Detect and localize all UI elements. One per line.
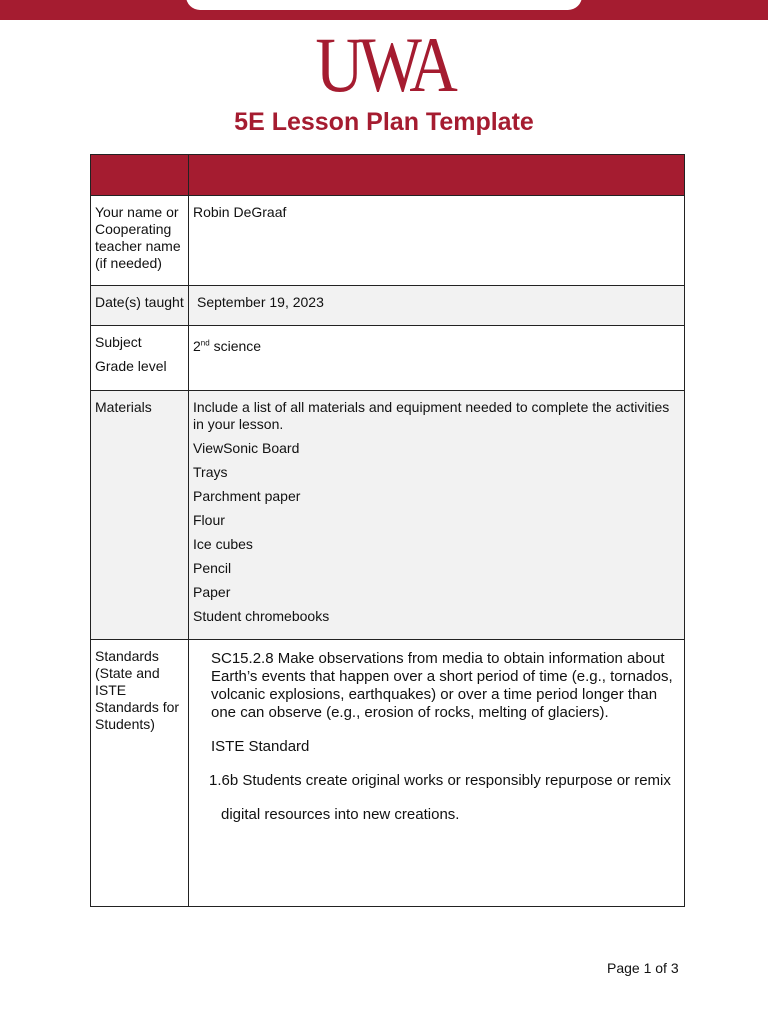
standards-value [189,640,685,907]
grade-level-label: Grade level [95,358,167,374]
subject-value [189,326,685,391]
date-value [189,286,685,326]
grade-suffix: nd [200,338,210,347]
name-value: Robin DeGraaf [189,196,685,286]
iste-standard-line2: digital resources into new creations. [221,806,460,823]
materials-value [189,391,685,640]
state-standard-text: SC15.2.8 Make observations from media to obtain information about Earth’s events that happen over a short period of time (e.g., tornados, volcanic explosions, earthquakes) or over a time period longer than one can observe (e.g., erosion of rocks, melting of glaciers). [211,650,673,721]
table-row [91,326,685,391]
subject-name: science [209,337,262,354]
materials-intro: Include a list of all materials and equipment needed to complete the activities in your lesson. [193,399,670,432]
list-item: Pencil [193,560,232,576]
standards-label: Standards (State and ISTE Standards for Students) [91,640,189,907]
list-item: Student chromebooks [193,608,330,624]
list-item: Paper [193,584,231,600]
list-item: Ice cubes [193,536,253,552]
name-label: Your name or Cooperating teacher name (if needed) [91,196,189,286]
page-title: 5E Lesson Plan Template [234,108,534,136]
subject-label: Subject [95,334,142,350]
uwa-logo: UWA [315,21,453,108]
iste-standard-line1: 1.6b Students create original works or responsibly repurpose or remix [209,772,671,789]
date-text: September 19, 2023 [197,294,324,310]
list-item: Parchment paper [193,488,301,504]
lesson-plan-table [90,154,685,907]
table-row [91,391,685,640]
table-row [91,640,685,907]
date-label: Date(s) taught [91,286,189,326]
materials-label: Materials [91,391,189,640]
header-cell-right [189,155,685,196]
list-item: Flour [193,512,225,528]
top-banner-tab [186,0,582,10]
list-item: ViewSonic Board [193,440,300,456]
list-item: Trays [193,464,228,480]
subject-label-cell [91,326,189,391]
page-number: Page 1 of 3 [607,960,679,976]
table-row [91,286,685,326]
iste-heading: ISTE Standard [211,738,310,755]
table-row [91,196,685,286]
grade-number: 2 [193,337,201,354]
header-cell-left [91,155,189,196]
top-banner [0,0,768,20]
table-header-row [91,155,685,196]
